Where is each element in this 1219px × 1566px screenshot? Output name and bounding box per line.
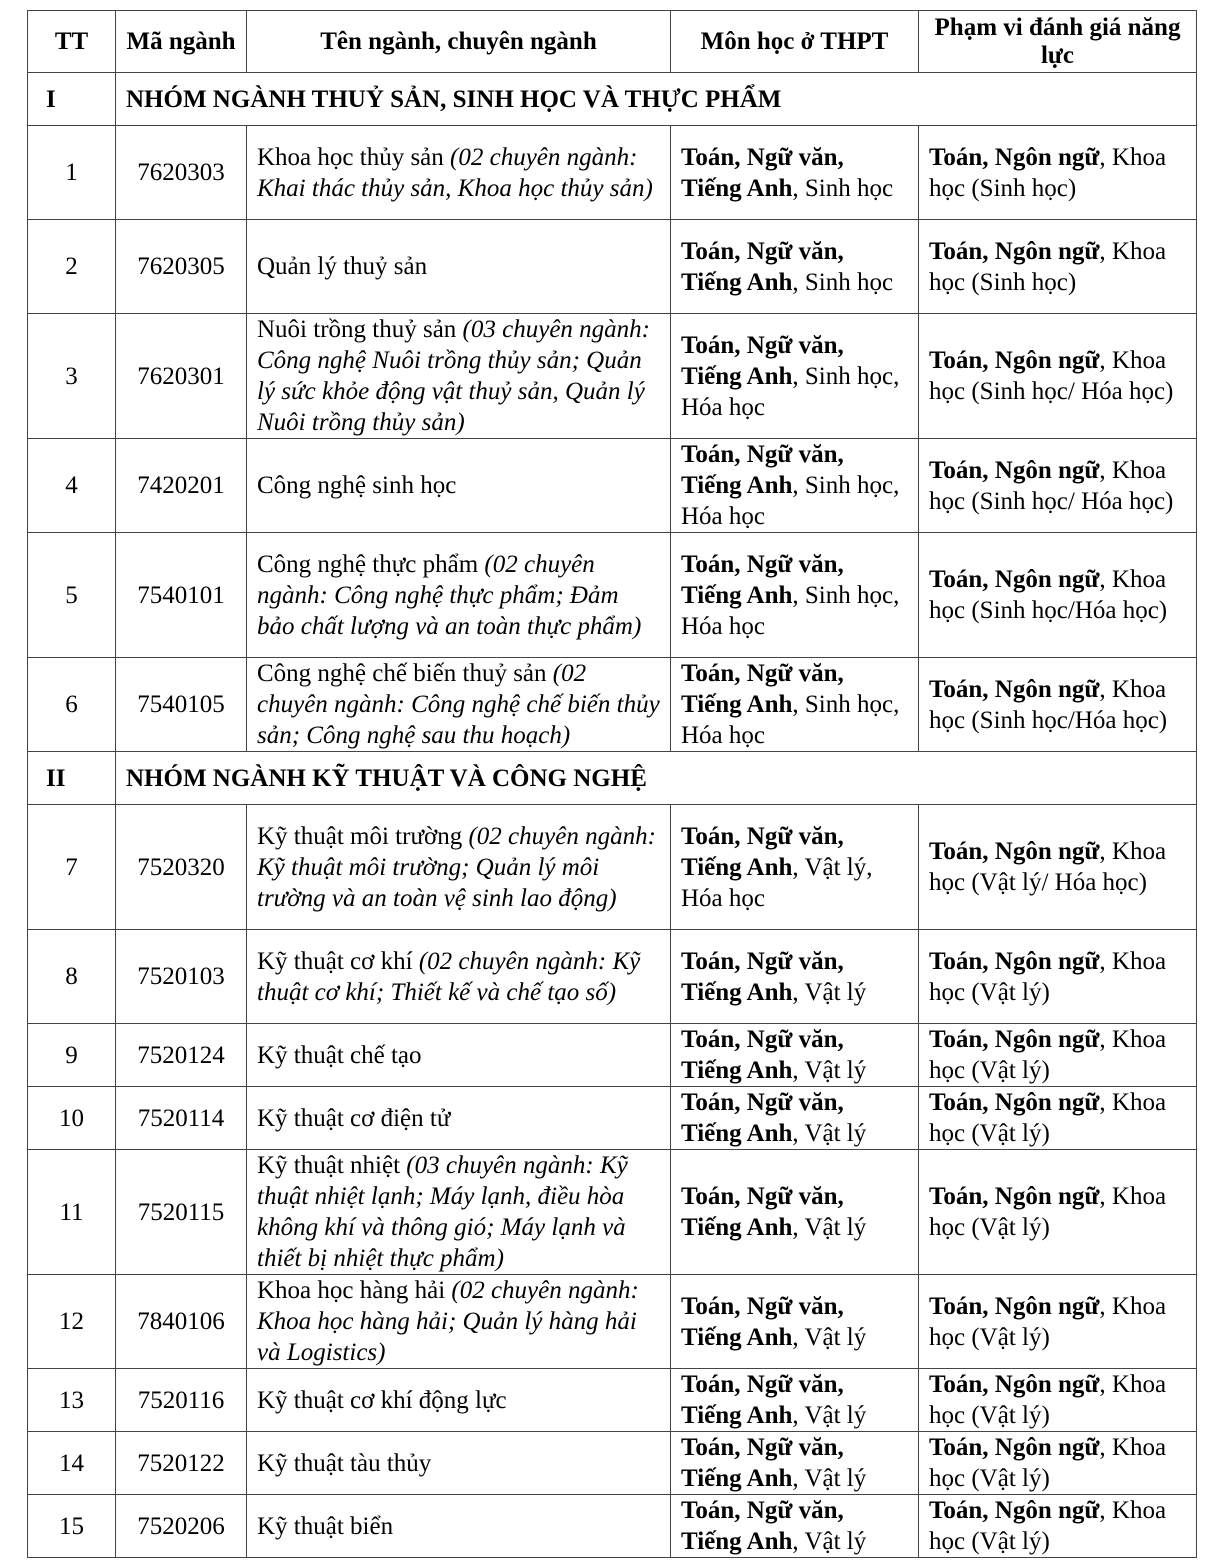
row-scope [919, 439, 1197, 533]
row-tt: 12 [28, 1275, 116, 1369]
major-name: Kỹ thuật tàu thủy [257, 1449, 432, 1477]
row-code: 7420201 [116, 439, 247, 533]
scope-extra: , Khoa học (Sinh học/ Hóa học) [929, 456, 1174, 515]
row-subjects [671, 1369, 919, 1432]
row-tt: 10 [28, 1087, 116, 1150]
scope-extra: , Khoa học (Vật lý) [929, 1183, 1167, 1241]
row-name [247, 1432, 671, 1495]
row-tt: 14 [28, 1432, 116, 1495]
row-scope [919, 220, 1197, 314]
scope-core: Toán, Ngôn ngữ [929, 237, 1100, 265]
row-name [247, 1087, 671, 1150]
row-name [247, 805, 671, 930]
subjects-extra: , Vật lý [792, 1214, 867, 1241]
row-code: 7520122 [116, 1432, 247, 1495]
row-tt: 13 [28, 1369, 116, 1432]
admissions-table [27, 10, 1197, 1558]
table-row [28, 1432, 1197, 1495]
row-name [247, 658, 671, 752]
major-specializations: (02 chuyên ngành: Công nghệ thực phẩm; Đảm bảo chất lượng và an toàn thực phẩm) [257, 550, 642, 640]
subjects-extra: , Vật lý [792, 1120, 867, 1147]
row-name [247, 1150, 671, 1275]
row-subjects [671, 1087, 919, 1150]
group-roman: I [28, 73, 116, 126]
header-scope: Phạm vi đánh giá năng lực [919, 11, 1197, 73]
row-scope [919, 1087, 1197, 1150]
scope-core: Toán, Ngôn ngữ [929, 1434, 1100, 1461]
subjects-extra: , Vật lý [792, 1402, 867, 1429]
subjects-extra: , Vật lý [792, 1323, 867, 1351]
header-subjects: Môn học ở THPT [671, 11, 919, 73]
row-subjects [671, 658, 919, 752]
row-scope [919, 126, 1197, 220]
table-row [28, 533, 1197, 658]
subjects-extra: , Sinh học [792, 268, 894, 296]
table-row [28, 1087, 1197, 1150]
row-subjects [671, 1275, 919, 1369]
row-code: 7520114 [116, 1087, 247, 1150]
row-scope [919, 1150, 1197, 1275]
group-title: NHÓM NGÀNH KỸ THUẬT VÀ CÔNG NGHỆ [116, 752, 1197, 805]
row-code: 7840106 [116, 1275, 247, 1369]
major-name: Kỹ thuật biển [257, 1512, 394, 1540]
row-code: 7520124 [116, 1024, 247, 1087]
major-specializations: (03 chuyên ngành: Công nghệ Nuôi trồng thủy sản; Quản lý sức khỏe động vật thuỷ sản, Quản lý Nuôi trồng thủy sản) [257, 316, 650, 436]
scope-extra: , Khoa học (Vật lý) [929, 1434, 1167, 1492]
scope-extra: , Khoa học (Sinh học/Hóa học) [929, 675, 1168, 734]
major-name: Kỹ thuật cơ khí động lực [257, 1386, 507, 1414]
row-tt: 4 [28, 439, 116, 533]
row-name [247, 1275, 671, 1369]
row-scope [919, 658, 1197, 752]
major-name: Công nghệ thực phẩm [257, 550, 479, 578]
row-subjects [671, 805, 919, 930]
table-row [28, 314, 1197, 439]
row-tt: 6 [28, 658, 116, 752]
scope-extra: , Khoa học (Sinh học) [929, 143, 1167, 202]
table-row [28, 1495, 1197, 1558]
row-scope [919, 533, 1197, 658]
subjects-core: Toán, Ngữ văn, Tiếng Anh [681, 441, 844, 499]
subjects-core: Toán, Ngữ văn, Tiếng Anh [681, 822, 844, 881]
scope-core: Toán, Ngôn ngữ [929, 947, 1100, 975]
row-name [247, 930, 671, 1024]
major-name: Công nghệ sinh học [257, 472, 457, 499]
scope-extra: , Khoa học (Vật lý) [929, 1292, 1167, 1351]
scope-extra: , Khoa học (Vật lý) [929, 1371, 1167, 1429]
row-name [247, 1495, 671, 1558]
row-name [247, 1369, 671, 1432]
row-subjects [671, 1495, 919, 1558]
scope-core: Toán, Ngôn ngữ [929, 347, 1100, 374]
row-scope [919, 1275, 1197, 1369]
subjects-core: Toán, Ngữ văn, Tiếng Anh [681, 1371, 844, 1429]
major-name: Quản lý thuỷ sản [257, 253, 428, 280]
scope-extra: , Khoa học (Vật lý) [929, 947, 1167, 1006]
major-name: Kỹ thuật môi trường [257, 822, 463, 850]
row-scope [919, 1432, 1197, 1495]
scope-core: Toán, Ngôn ngữ [929, 1292, 1100, 1320]
subjects-core: Toán, Ngữ văn, Tiếng Anh [681, 143, 844, 202]
scope-extra: , Khoa học (Vật lý) [929, 1026, 1167, 1084]
row-scope [919, 805, 1197, 930]
subjects-extra: , Vật lý [792, 1465, 867, 1492]
row-scope [919, 1495, 1197, 1558]
scope-core: Toán, Ngôn ngữ [929, 1089, 1100, 1116]
row-name [247, 126, 671, 220]
group-row [28, 73, 1197, 126]
scope-extra: , Khoa học (Sinh học/Hóa học) [929, 566, 1168, 624]
row-scope [919, 930, 1197, 1024]
row-code: 7540101 [116, 533, 247, 658]
subjects-core: Toán, Ngữ văn, Tiếng Anh [681, 947, 844, 1006]
row-name [247, 1024, 671, 1087]
major-specializations: (02 chuyên ngành: Kỹ thuật môi trường; Quản lý môi trường và an toàn vệ sinh lao động) [257, 822, 656, 912]
row-subjects [671, 1024, 919, 1087]
subjects-extra: , Vật lý [792, 978, 867, 1006]
row-tt: 8 [28, 930, 116, 1024]
row-scope [919, 1369, 1197, 1432]
subjects-core: Toán, Ngữ văn, Tiếng Anh [681, 1434, 844, 1492]
subjects-core: Toán, Ngữ văn, Tiếng Anh [681, 237, 844, 296]
row-code: 7520320 [116, 805, 247, 930]
table-row [28, 1150, 1197, 1275]
row-subjects [671, 533, 919, 658]
subjects-core: Toán, Ngữ văn, Tiếng Anh [681, 1089, 844, 1147]
row-code: 7520115 [116, 1150, 247, 1275]
table-row [28, 1024, 1197, 1087]
group-roman: II [28, 752, 116, 805]
row-name [247, 220, 671, 314]
major-specializations: (02 chuyên ngành: Khoa học hàng hải; Quản lý hàng hải và Logistics) [257, 1277, 639, 1366]
scope-core: Toán, Ngôn ngữ [929, 566, 1100, 593]
subjects-extra: , Vật lý [792, 1528, 867, 1555]
row-subjects [671, 220, 919, 314]
table-row [28, 126, 1197, 220]
row-code: 7540105 [116, 658, 247, 752]
major-specializations: (02 chuyên ngành: Công nghệ chế biến thủy sản; Công nghệ sau thu hoạch) [257, 660, 660, 749]
subjects-core: Toán, Ngữ văn, Tiếng Anh [681, 1292, 844, 1351]
scope-extra: , Khoa học (Vật lý/ Hóa học) [929, 838, 1167, 896]
row-name [247, 314, 671, 439]
header-code: Mã ngành [116, 11, 247, 73]
scope-core: Toán, Ngôn ngữ [929, 456, 1100, 484]
scope-extra: , Khoa học (Vật lý) [929, 1089, 1167, 1147]
table-row [28, 439, 1197, 533]
row-code: 7620301 [116, 314, 247, 439]
row-tt: 9 [28, 1024, 116, 1087]
subjects-extra: , Sinh học, Hóa học [681, 581, 900, 640]
table-row [28, 1275, 1197, 1369]
table-row [28, 805, 1197, 930]
row-subjects [671, 1150, 919, 1275]
scope-core: Toán, Ngôn ngữ [929, 1183, 1100, 1210]
major-name: Kỹ thuật cơ điện tử [257, 1104, 451, 1132]
row-tt: 3 [28, 314, 116, 439]
row-tt: 11 [28, 1150, 116, 1275]
scope-core: Toán, Ngôn ngữ [929, 143, 1100, 171]
subjects-core: Toán, Ngữ văn, Tiếng Anh [681, 550, 844, 609]
row-tt: 2 [28, 220, 116, 314]
group-row [28, 752, 1197, 805]
table-row [28, 1369, 1197, 1432]
table-body [28, 73, 1197, 1558]
table-row [28, 930, 1197, 1024]
row-tt: 5 [28, 533, 116, 658]
subjects-core: Toán, Ngữ văn, Tiếng Anh [681, 1497, 844, 1555]
row-tt: 15 [28, 1495, 116, 1558]
row-code: 7520103 [116, 930, 247, 1024]
major-name: Kỹ thuật nhiệt [257, 1152, 401, 1179]
row-subjects [671, 439, 919, 533]
scope-core: Toán, Ngôn ngữ [929, 838, 1100, 865]
table-row [28, 220, 1197, 314]
row-subjects [671, 126, 919, 220]
subjects-extra: , Sinh học, Hóa học [681, 472, 900, 530]
subjects-extra: , Sinh học, Hóa học [681, 691, 900, 749]
major-name: Kỹ thuật cơ khí [257, 947, 413, 975]
row-name [247, 533, 671, 658]
row-tt: 7 [28, 805, 116, 930]
row-name [247, 439, 671, 533]
scope-extra: , Khoa học (Vật lý) [929, 1497, 1167, 1555]
major-name: Kỹ thuật chế tạo [257, 1041, 422, 1069]
table-row [28, 658, 1197, 752]
subjects-extra: , Sinh học [792, 174, 894, 202]
header-row [28, 11, 1197, 73]
group-title: NHÓM NGÀNH THUỶ SẢN, SINH HỌC VÀ THỰC PHẨM [116, 73, 1197, 126]
row-scope [919, 314, 1197, 439]
subjects-core: Toán, Ngữ văn, Tiếng Anh [681, 331, 844, 390]
row-code: 7520206 [116, 1495, 247, 1558]
major-name: Khoa học hàng hải [257, 1277, 446, 1304]
subjects-core: Toán, Ngữ văn, Tiếng Anh [681, 660, 844, 718]
major-specializations: (02 chuyên ngành: Khai thác thủy sản, Khoa học thủy sản) [257, 143, 653, 202]
scope-core: Toán, Ngôn ngữ [929, 1026, 1100, 1053]
subjects-core: Toán, Ngữ văn, Tiếng Anh [681, 1183, 844, 1241]
scope-extra: , Khoa học (Sinh học/ Hóa học) [929, 347, 1174, 405]
row-code: 7520116 [116, 1369, 247, 1432]
major-specializations: (03 chuyên ngành: Kỹ thuật nhiệt lạnh; Máy lạnh, điều hòa không khí và thông gió; Máy lạnh và thiết bị nhiệt thực phẩm) [257, 1152, 628, 1272]
row-code: 7620303 [116, 126, 247, 220]
row-scope [919, 1024, 1197, 1087]
subjects-extra: , Vật lý [792, 1057, 867, 1084]
row-subjects [671, 930, 919, 1024]
row-code: 7620305 [116, 220, 247, 314]
major-specializations: (02 chuyên ngành: Kỹ thuật cơ khí; Thiết kế và chế tạo số) [257, 947, 641, 1006]
header-tt: TT [28, 11, 116, 73]
subjects-core: Toán, Ngữ văn, Tiếng Anh [681, 1026, 844, 1084]
major-name: Công nghệ chế biến thuỷ sản [257, 660, 547, 687]
scope-core: Toán, Ngôn ngữ [929, 1371, 1100, 1398]
major-name: Khoa học thủy sản [257, 143, 444, 171]
header-name: Tên ngành, chuyên ngành [247, 11, 671, 73]
subjects-extra: , Sinh học, Hóa học [681, 362, 900, 421]
subjects-extra: , Vật lý, Hóa học [681, 853, 873, 912]
scope-core: Toán, Ngôn ngữ [929, 1497, 1100, 1524]
row-subjects [671, 1432, 919, 1495]
row-tt: 1 [28, 126, 116, 220]
scope-extra: , Khoa học (Sinh học) [929, 237, 1167, 296]
major-name: Nuôi trồng thuỷ sản [257, 316, 457, 343]
scope-core: Toán, Ngôn ngữ [929, 675, 1100, 703]
row-subjects [671, 314, 919, 439]
